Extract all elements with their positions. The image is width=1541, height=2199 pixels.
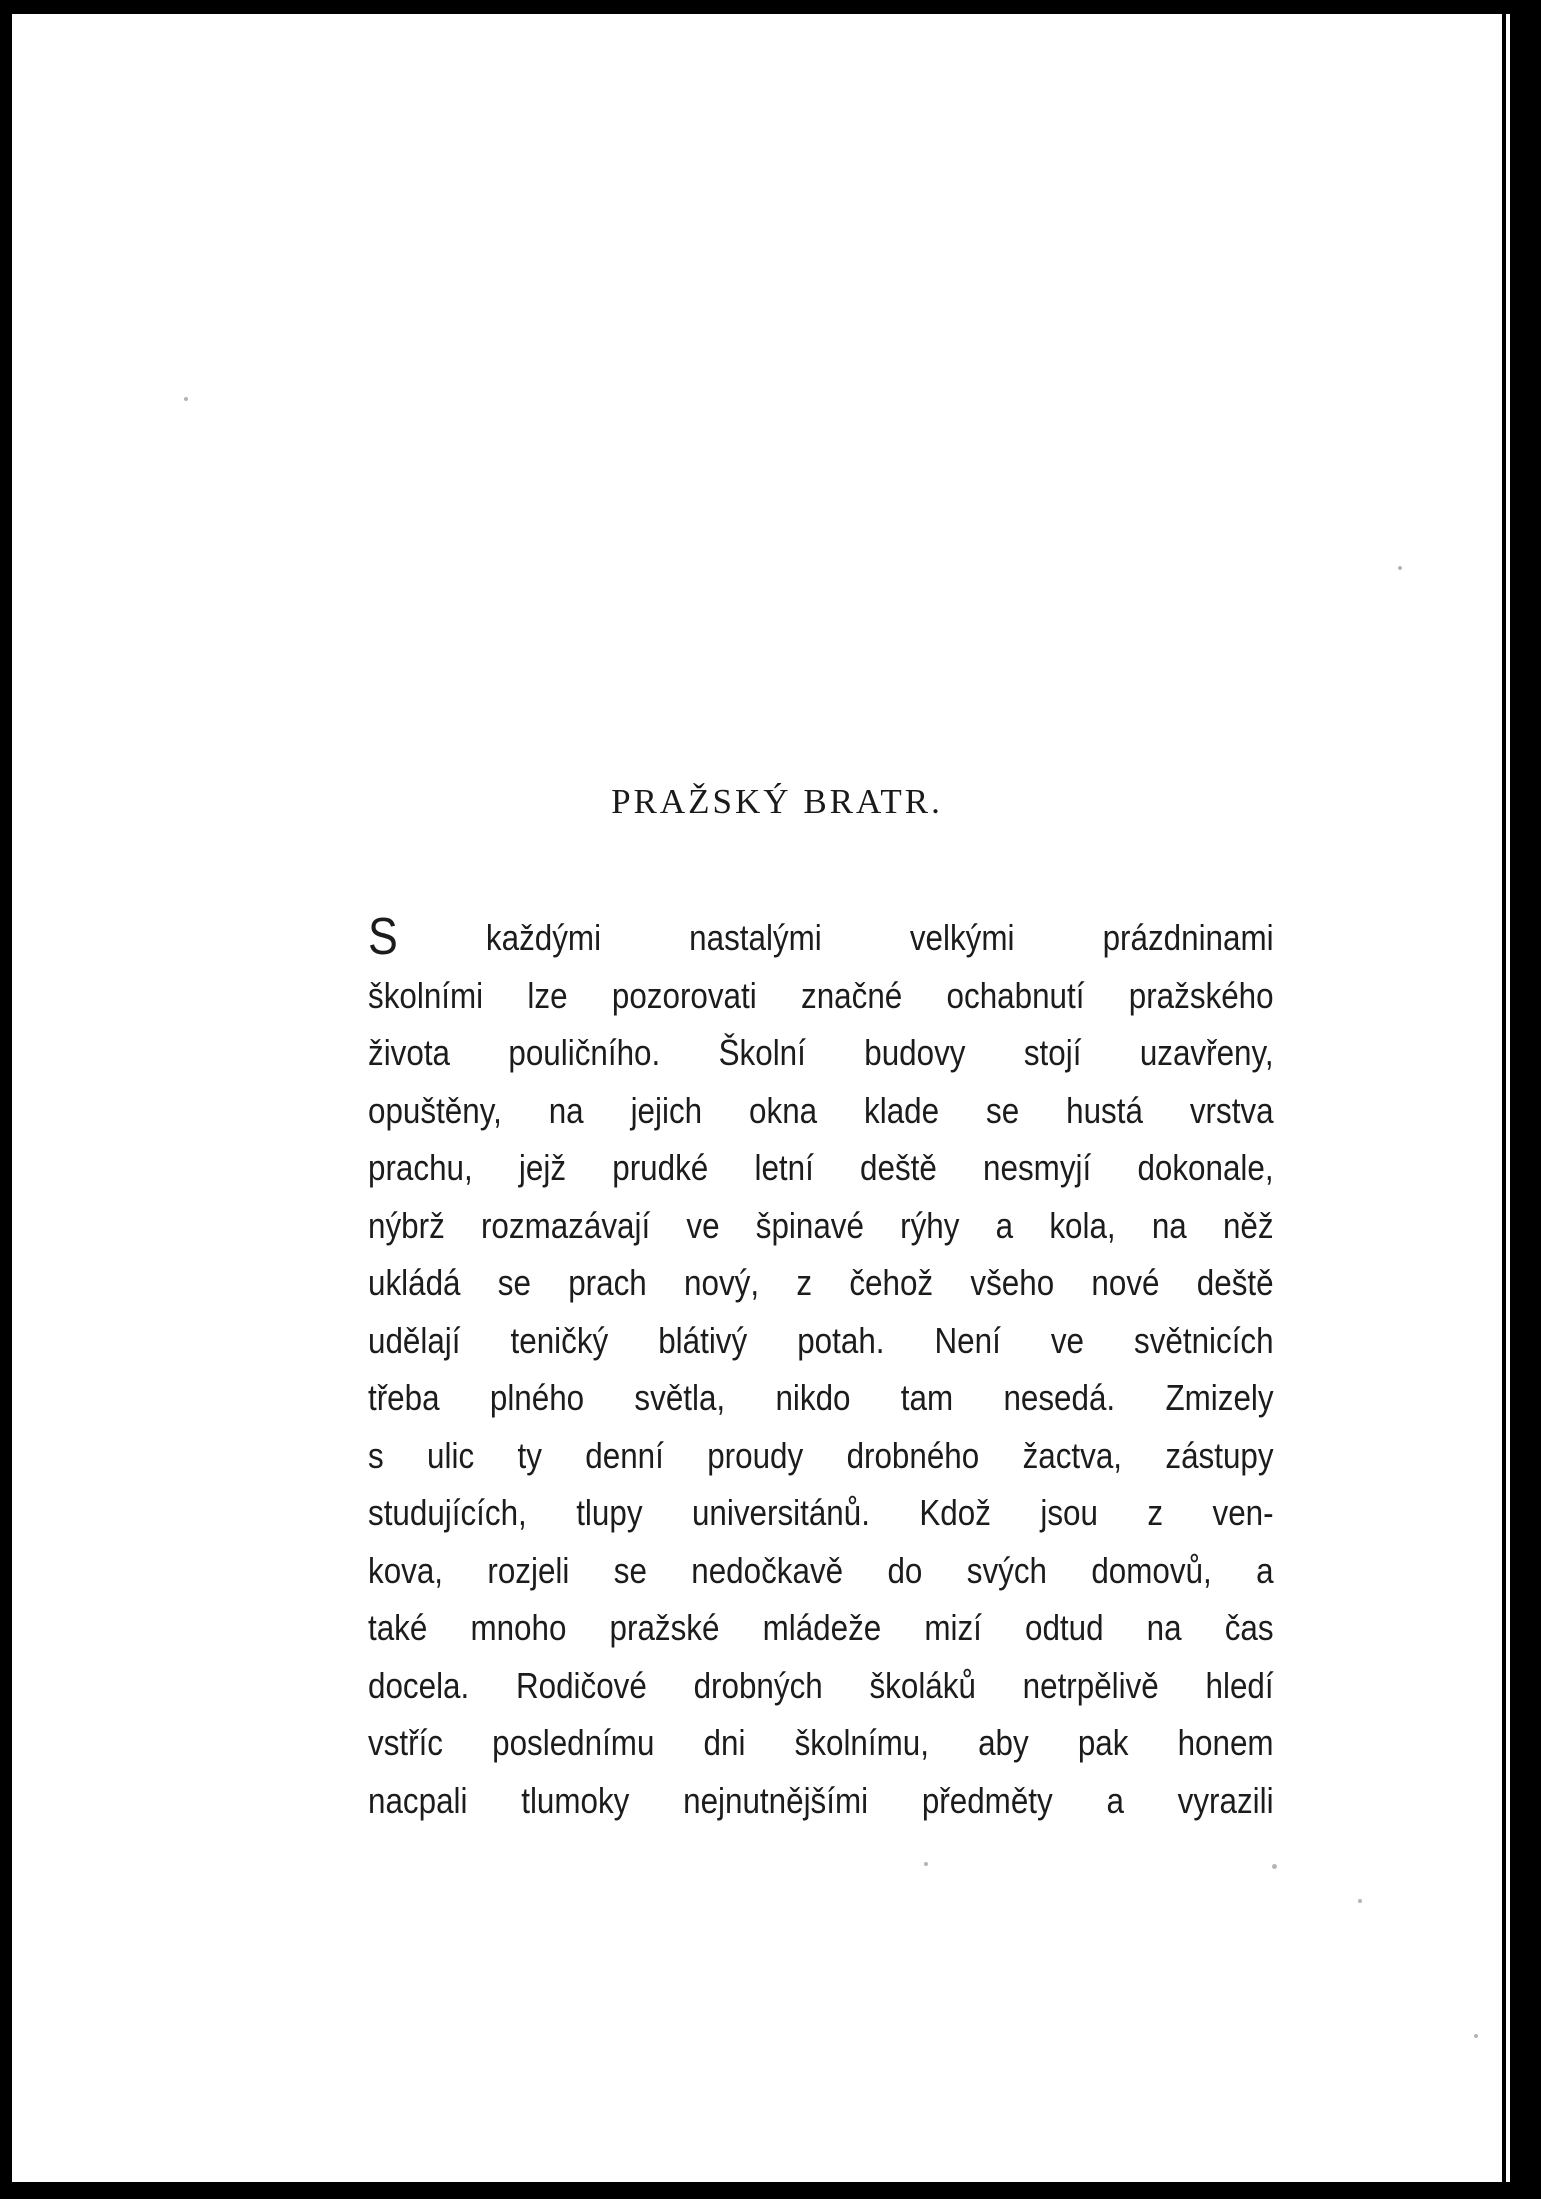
book-page: [12, 14, 1502, 2182]
paper-speck: [1398, 566, 1402, 570]
page-edge: [1506, 14, 1510, 2182]
text-line: studujících, tlupy universitánů. Kdož jsou z ven-: [368, 1492, 1274, 1533]
paper-speck: [924, 1862, 928, 1866]
chapter-title: PRAŽSKÝ BRATR.: [611, 782, 943, 821]
text-line: docela. Rodičové drobných školáků netrpělivě hledí: [368, 1664, 1274, 1706]
drop-cap: S: [368, 908, 398, 966]
text-line: školními lze pozorovati značné ochabnutí pražského: [368, 974, 1274, 1016]
text-line-1: [368, 909, 1274, 967]
text-line: udělají teničký blátivý potah. Není ve světnicích: [368, 1319, 1274, 1361]
paper-speck: [1358, 1899, 1362, 1903]
text-line: kova, rozjeli se nedočkavě do svých domovů, a: [368, 1549, 1274, 1591]
text-line: života pouličního. Školní budovy stojí uzavřeny,: [368, 1032, 1274, 1073]
first-line-rest: každými nastalými velkými prázdninami: [397, 917, 1274, 958]
text-line: nacpali tlumoky nejnutnějšími předměty a vyrazili: [368, 1779, 1274, 1821]
text-line: s ulic ty denní proudy drobného žactva, zástupy: [368, 1434, 1274, 1476]
text-line: třeba plného světla, nikdo tam nesedá. Zmizely: [368, 1377, 1274, 1418]
paper-speck: [1474, 2034, 1478, 2038]
text-line: prachu, jejž prudké letní deště nesmyjí dokonale,: [368, 1147, 1274, 1188]
body-text: [368, 908, 1274, 1829]
paper-speck: [184, 397, 188, 401]
text-line: opuštěny, na jejich okna klade se hustá vrstva: [368, 1089, 1274, 1131]
text-line: ukládá se prach nový, z čehož všeho nové deště: [368, 1262, 1274, 1303]
text-line: vstříc poslednímu dni školnímu, aby pak honem: [368, 1722, 1274, 1763]
paper-speck: [1272, 1864, 1277, 1869]
text-line: nýbrž rozmazávají ve špinavé rýhy a kola, na něž: [368, 1204, 1274, 1246]
text-line: také mnoho pražské mládeže mizí odtud na čas: [368, 1607, 1274, 1648]
